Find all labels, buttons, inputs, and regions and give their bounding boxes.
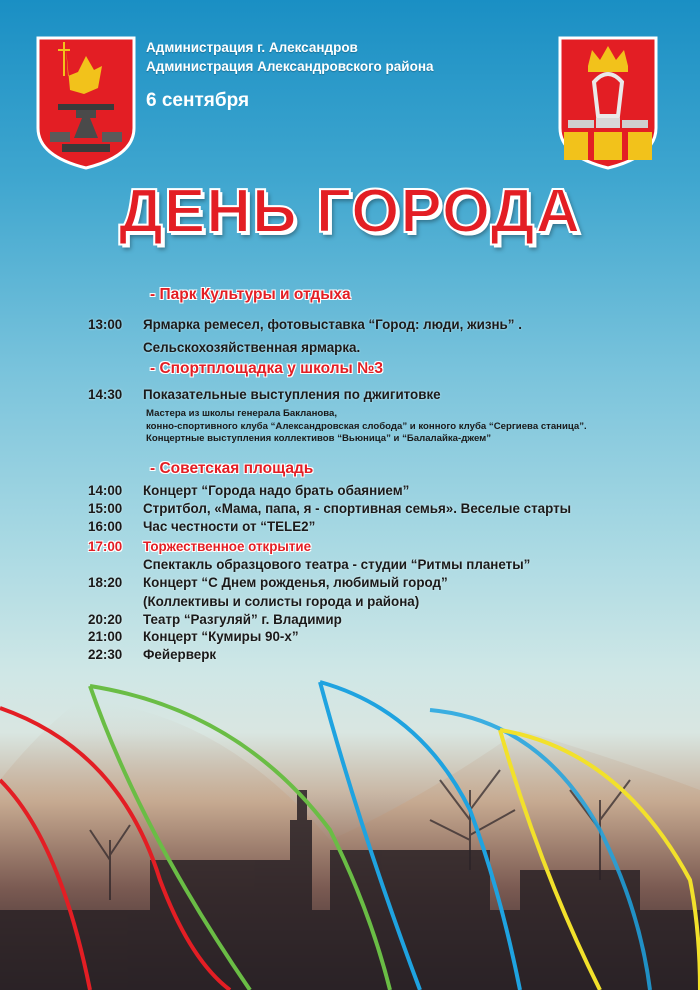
event-text: Стритбол, «Мама, папа, я - спортивная семья». Веселые старты xyxy=(143,501,572,516)
section-heading-sovetskaya: - Советская площадь xyxy=(150,460,314,477)
note-line: Мастера из школы генерала Бакланова, xyxy=(146,408,338,419)
event-text: Торжественное открытие xyxy=(143,539,312,554)
city-coat-of-arms-icon xyxy=(36,36,136,170)
schedule-row xyxy=(88,483,409,498)
event-text: Концерт “Кумиры 90-х” xyxy=(143,629,299,644)
schedule-row xyxy=(143,594,419,609)
note-line: Концертные выступления коллективов “Вьюница” и “Балалайка-джем” xyxy=(146,433,492,444)
schedule-row xyxy=(143,557,530,572)
schedule-row xyxy=(88,612,342,627)
schedule-row xyxy=(88,501,571,516)
event-time: 16:00 xyxy=(88,519,123,534)
schedule-row xyxy=(88,387,441,402)
event-time: 18:20 xyxy=(88,575,123,590)
org-line-city: Администрация г. Александров xyxy=(146,40,358,55)
event-text: Концерт “С Днем рожденья, любимый город” xyxy=(143,575,448,590)
event-time: 21:00 xyxy=(88,629,123,644)
event-date: 6 сентября xyxy=(146,90,250,111)
event-text: Ярмарка ремесел, фотовыставка “Город: люди, жизнь” . xyxy=(143,317,522,332)
event-text: Спектакль образцового театра - студии “Ритмы планеты” xyxy=(143,557,531,572)
schedule-row-highlight xyxy=(88,539,311,554)
page-title: ДЕНЬ ГОРОДА xyxy=(118,177,582,246)
schedule-row xyxy=(143,340,360,355)
schedule-row xyxy=(88,575,448,590)
event-time: 14:00 xyxy=(88,483,123,498)
section-heading-sportsground: - Спортплощадка у школы №3 xyxy=(150,360,383,377)
header-organizations xyxy=(146,38,434,76)
schedule-row xyxy=(88,519,315,534)
event-text: Театр “Разгуляй” г. Владимир xyxy=(143,612,342,627)
schedule-row xyxy=(88,647,216,662)
event-text: Час честности от “TELE2” xyxy=(143,519,316,534)
event-time: 17:00 xyxy=(88,539,123,554)
schedule-row xyxy=(88,317,522,332)
schedule-row xyxy=(88,629,299,644)
event-time: 22:30 xyxy=(88,647,123,662)
district-coat-of-arms-icon xyxy=(558,36,658,170)
event-time: 20:20 xyxy=(88,612,123,627)
event-text: (Коллективы и солисты города и района) xyxy=(143,594,420,609)
org-line-district: Администрация Александровского района xyxy=(146,59,434,74)
event-notes xyxy=(146,408,587,446)
event-time: 13:00 xyxy=(88,317,123,332)
event-time: 15:00 xyxy=(88,501,123,516)
event-text: Фейерверк xyxy=(143,647,217,662)
section-heading-park: - Парк Культуры и отдыха xyxy=(150,286,351,303)
event-text: Показательные выступления по джигитовке xyxy=(143,387,441,402)
event-text: Сельскохозяйственная ярмарка. xyxy=(143,340,361,355)
note-line: конно-спортивного клуба “Александровская слобода” и конного клуба “Сергиева станица”. xyxy=(146,420,587,432)
event-text: Концерт “Города надо брать обаянием” xyxy=(143,483,410,498)
decorative-city-scene xyxy=(0,670,700,990)
event-time: 14:30 xyxy=(88,387,123,402)
